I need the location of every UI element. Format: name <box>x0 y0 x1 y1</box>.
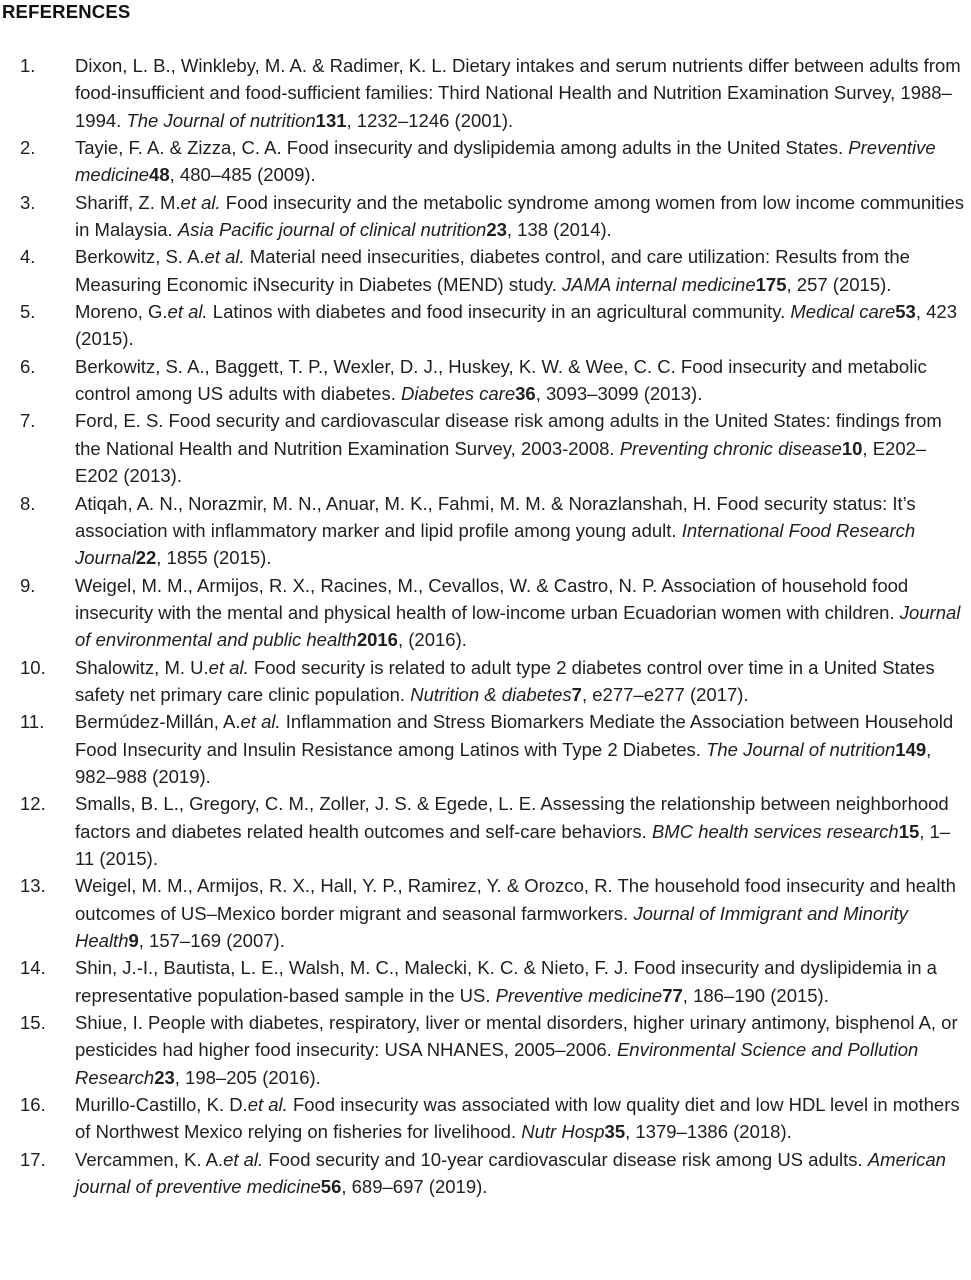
reference-authors: Atiqah, A. N., Norazmir, M. N., Anuar, M. K., Fahmi, M. M. & Norazlanshah, H. <box>75 492 712 514</box>
reference-authors: Bermúdez-Millán, A. <box>75 711 241 733</box>
reference-volume: 131 <box>315 109 347 131</box>
reference-title: Food insecurity and dyslipidemia in a representative population-based sample in the US. <box>75 957 937 1006</box>
reference-item <box>0 790 971 872</box>
reference-volume: 15 <box>898 820 920 842</box>
reference-volume: 9 <box>128 930 139 951</box>
reference-pages-year: , 423 (2015). <box>75 301 957 350</box>
reference-number: 7. <box>20 410 36 432</box>
reference-et-al: et al. <box>247 1094 288 1116</box>
reference-pages-year: , 198–205 (2016). <box>174 1066 321 1088</box>
reference-pages-year: , 3093–3099 (2013). <box>535 383 703 405</box>
reference-title: The household food insecurity and health outcomes of US–Mexico border migrant and seasonal farmworkers. <box>75 875 956 924</box>
reference-journal: Preventing chronic disease <box>619 437 842 459</box>
reference-authors: Weigel, M. M., Armijos, R. X., Racines, M., Cevallos, W. & Castro, N. P. <box>75 574 658 596</box>
reference-journal: Nutrition & diabetes <box>410 683 572 705</box>
reference-title: Assessing the relationship between neighborhood factors and diabetes related health outcomes and self-care behaviors. <box>75 793 949 842</box>
reference-item <box>0 1091 971 1146</box>
reference-pages-year: , 1855 (2015). <box>156 547 272 569</box>
reference-authors: Dixon, L. B., Winkleby, M. A. & Radimer, K. L. <box>75 55 447 76</box>
reference-item <box>0 353 971 408</box>
reference-pages-year: , 157–169 (2007). <box>138 930 285 951</box>
reference-journal: Diabetes care <box>400 383 516 405</box>
reference-title: Latinos with diabetes and food insecurity in an agricultural community. <box>207 301 791 323</box>
reference-item <box>0 490 971 572</box>
reference-volume: 56 <box>320 1176 342 1198</box>
reference-number: 16. <box>20 1094 46 1116</box>
reference-number: 1. <box>20 55 36 76</box>
reference-item <box>0 954 971 1009</box>
reference-journal: Nutr Hosp <box>521 1121 605 1143</box>
reference-number: 17. <box>20 1148 46 1170</box>
reference-number: 12. <box>20 793 46 815</box>
reference-authors: Ford, E. S. <box>75 410 164 432</box>
reference-authors: Shiue, I. <box>75 1012 143 1034</box>
reference-authors: Weigel, M. M., Armijos, R. X., Hall, Y. P., Ramirez, Y. & Orozco, R. <box>75 875 613 897</box>
reference-list <box>0 52 971 1200</box>
reference-number: 4. <box>20 246 36 268</box>
reference-journal: Preventive medicine <box>495 984 663 1006</box>
reference-number: 3. <box>20 191 36 213</box>
reference-et-al: et al. <box>167 301 208 323</box>
reference-pages-year: , 257 (2015). <box>786 273 892 295</box>
reference-authors: Tayie, F. A. & Zizza, C. A. <box>75 137 282 159</box>
reference-title: Association of household food insecurity with the mental and physical health of low-income urban Ecuadorian women with children. <box>75 574 909 623</box>
reference-authors: Smalls, B. L., Gregory, C. M., Zoller, J. S. & Egede, L. E. <box>75 793 537 815</box>
reference-authors: Shalowitz, M. U. <box>75 656 209 678</box>
reference-et-al: et al. <box>180 191 221 213</box>
reference-pages-year: , 186–190 (2015). <box>682 984 829 1006</box>
reference-item <box>0 654 971 709</box>
reference-title: Material need insecurities, diabetes control, and care utilization: Results from the Measuring Economic iNsecurity in Diabetes (MEND) study. <box>75 246 910 295</box>
reference-item <box>0 134 971 189</box>
reference-pages-year: , 138 (2014). <box>506 219 612 241</box>
reference-authors: Moreno, G. <box>75 301 168 323</box>
reference-number: 13. <box>20 875 46 897</box>
reference-authors: Shariff, Z. M. <box>75 191 181 213</box>
reference-journal: BMC health services research <box>651 820 899 842</box>
reference-volume: 175 <box>755 273 787 295</box>
reference-journal: Medical care <box>790 301 896 323</box>
reference-title: Food insecurity was associated with low quality diet and low HDL level in mothers of Northwest Mexico relying on fisheries for livelihood. <box>75 1094 960 1143</box>
reference-number: 2. <box>20 137 36 159</box>
reference-item <box>0 407 971 489</box>
reference-number: 11. <box>20 711 45 733</box>
reference-pages-year: , e277–e277 (2017). <box>581 683 749 705</box>
reference-title: Food security and cardiovascular disease risk among adults in the United States: findings from the National Health and Nutrition Examination Survey, 2003-2008. <box>75 410 942 459</box>
reference-authors: Shin, J.-I., Bautista, L. E., Walsh, M. C., Malecki, K. C. & Nieto, F. J. <box>75 957 629 979</box>
reference-number: 5. <box>20 301 36 323</box>
reference-title: Dietary intakes and serum nutrients differ between adults from food-insufficient and food-sufficient families: Third National Health and Nutrition Examination Survey, 1988–1994. <box>75 55 961 131</box>
reference-pages-year: , 1232–1246 (2001). <box>346 109 514 131</box>
reference-item <box>0 872 971 954</box>
reference-pages-year: , 1–11 (2015). <box>75 820 951 869</box>
reference-et-al: et al. <box>204 246 245 268</box>
reference-volume: 77 <box>662 984 683 1006</box>
reference-journal: JAMA internal medicine <box>561 273 756 295</box>
reference-journal: American journal of preventive medicine <box>75 1148 946 1198</box>
reference-authors: Murillo-Castillo, K. D. <box>75 1094 248 1116</box>
reference-pages-year: , 982–988 (2019). <box>75 738 932 787</box>
reference-volume: 35 <box>604 1121 626 1143</box>
reference-title: People with diabetes, respiratory, liver or mental disorders, higher urinary antimony, bisphenol A, or pesticides had higher food insecurity: USA NHANES, 2005–2006. <box>75 1012 958 1061</box>
reference-et-al: et al. <box>223 1148 264 1170</box>
reference-number: 14. <box>20 957 46 979</box>
reference-item <box>0 1009 971 1091</box>
references-heading: REFERENCES <box>2 1 131 22</box>
reference-volume: 53 <box>895 301 916 323</box>
reference-journal: Environmental Science and Pollution Research <box>75 1039 919 1088</box>
reference-journal: Asia Pacific journal of clinical nutrition <box>177 219 487 241</box>
reference-authors: Berkowitz, S. A. <box>75 246 205 268</box>
reference-volume: 36 <box>515 383 536 405</box>
reference-item <box>0 708 971 790</box>
reference-title: Food insecurity and metabolic control among US adults with diabetes. <box>75 355 927 405</box>
reference-volume: 22 <box>135 547 157 569</box>
reference-volume: 23 <box>486 219 507 241</box>
reference-journal: International Food Research Journal <box>75 519 916 569</box>
reference-journal: Preventive medicine <box>75 137 936 186</box>
reference-authors: Berkowitz, S. A., Baggett, T. P., Wexler, D. J., Huskey, K. W. & Wee, C. C. <box>75 355 676 377</box>
reference-journal: Journal of Immigrant and Minority Health <box>75 902 908 951</box>
reference-pages-year: , E202–E202 (2013). <box>75 437 927 487</box>
reference-title: Food insecurity and dyslipidemia among adults in the United States. <box>281 137 849 159</box>
reference-item <box>0 189 971 244</box>
reference-title: Food security status: It’s association with inflammatory marker and lipid profile among young adult. <box>75 492 916 541</box>
reference-number: 8. <box>20 492 36 514</box>
reference-et-al: et al. <box>240 711 281 733</box>
reference-title: Food security and 10-year cardiovascular disease risk among US adults. <box>263 1148 868 1170</box>
reference-item <box>0 1146 971 1201</box>
reference-journal: Journal of environmental and public health <box>75 601 961 651</box>
reference-pages-year: , 1379–1386 (2018). <box>625 1121 792 1143</box>
reference-pages-year: , 480–485 (2009). <box>169 164 316 186</box>
reference-pages-year: , 689–697 (2019). <box>341 1176 488 1198</box>
reference-authors: Vercammen, K. A. <box>75 1148 224 1170</box>
reference-journal: The Journal of nutrition <box>126 109 316 131</box>
reference-journal: The Journal of nutrition <box>706 738 896 760</box>
reference-et-al: et al. <box>208 656 249 678</box>
reference-number: 10. <box>20 656 46 678</box>
reference-item <box>0 572 971 654</box>
reference-item <box>0 52 971 134</box>
reference-number: 6. <box>20 355 36 377</box>
reference-pages-year: , (2016). <box>397 629 467 651</box>
reference-title: Food security is related to adult type 2 diabetes control over time in a United States safety net primary care clinic population. <box>75 656 935 705</box>
reference-volume: 7 <box>571 683 582 705</box>
reference-volume: 48 <box>149 164 170 186</box>
reference-volume: 23 <box>154 1066 175 1088</box>
reference-number: 9. <box>20 574 36 596</box>
reference-title: Inflammation and Stress Biomarkers Mediate the Association between Household Food Insecurity and Insulin Resistance among Latinos with Type 2 Diabetes. <box>75 711 954 760</box>
reference-volume: 10 <box>841 437 863 459</box>
reference-number: 15. <box>20 1012 46 1034</box>
reference-item <box>0 243 971 298</box>
reference-volume: 149 <box>895 738 927 760</box>
reference-item <box>0 298 971 353</box>
reference-title: Food insecurity and the metabolic syndrome among women from low income communities in Malaysia. <box>75 191 965 241</box>
reference-volume: 2016 <box>356 629 398 651</box>
